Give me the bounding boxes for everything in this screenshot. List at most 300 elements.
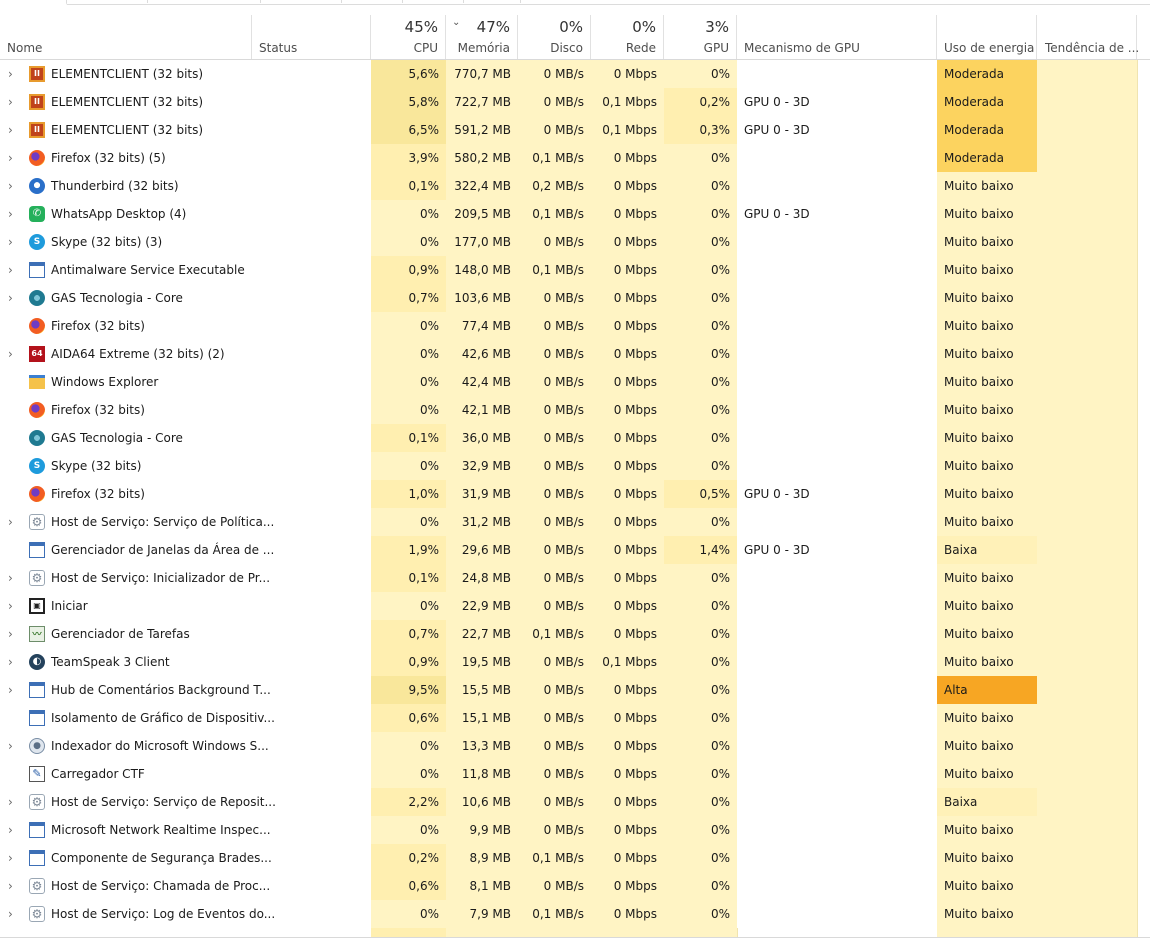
cell-net: 0 Mbps xyxy=(591,564,664,592)
column-label-mem: Memória xyxy=(457,41,510,55)
skype-icon: S xyxy=(29,458,45,474)
cell-net: 0 Mbps xyxy=(591,60,664,88)
cell-gpu: 0% xyxy=(664,172,737,200)
cell-net: 0 Mbps xyxy=(591,312,664,340)
cell-cpu: 2,2% xyxy=(371,788,446,816)
bottom-divider xyxy=(0,937,1150,938)
process-row[interactable] xyxy=(0,592,1150,620)
cell-gpueng xyxy=(737,368,937,396)
cell-disk: 0 MB/s xyxy=(518,480,591,508)
process-name: Host de Serviço: Serviço de Reposit... xyxy=(51,795,276,809)
cell-disk: 0,1 MB/s xyxy=(518,900,591,928)
cell-cpu: 0% xyxy=(371,592,446,620)
cell-net: 0 Mbps xyxy=(591,592,664,620)
cell-net: 0 Mbps xyxy=(591,144,664,172)
process-name: Firefox (32 bits) xyxy=(51,403,145,417)
cell-energy: Muito baixo xyxy=(937,256,1037,284)
cell-gpu: 0% xyxy=(664,844,737,872)
cell-energy: Muito baixo xyxy=(937,312,1037,340)
pen-icon: ✎ xyxy=(29,766,45,782)
cell-gpueng xyxy=(737,844,937,872)
cell-net: 0 Mbps xyxy=(591,340,664,368)
cell-cpu: 3,9% xyxy=(371,144,446,172)
chevron-right-icon[interactable]: › xyxy=(8,95,13,109)
process-row[interactable] xyxy=(0,536,1150,564)
process-row[interactable] xyxy=(0,60,1150,88)
cell-net: 0 Mbps xyxy=(591,424,664,452)
cell-gpueng xyxy=(737,284,937,312)
cell-net: 0 Mbps xyxy=(591,704,664,732)
column-header-disk[interactable] xyxy=(518,15,591,59)
cell-gpueng xyxy=(737,60,937,88)
cell-gpueng xyxy=(737,564,937,592)
cell-gpu: 0% xyxy=(664,340,737,368)
cell-gpueng: GPU 0 - 3D xyxy=(737,480,937,508)
chevron-right-icon[interactable]: › xyxy=(8,515,13,529)
cell-net: 0 Mbps xyxy=(591,172,664,200)
cell-mem: 31,9 MB xyxy=(446,480,518,508)
cell-gpu: 0% xyxy=(664,760,737,788)
game-icon: II xyxy=(29,66,45,82)
cell-cpu: 9,5% xyxy=(371,676,446,704)
process-row[interactable] xyxy=(0,620,1150,648)
cell-gpu: 0% xyxy=(664,676,737,704)
process-name: Microsoft Network Realtime Inspec... xyxy=(51,823,271,837)
process-name: TeamSpeak 3 Client xyxy=(51,655,170,669)
cell-gpueng: GPU 0 - 3D xyxy=(737,200,937,228)
cell-net: 0 Mbps xyxy=(591,620,664,648)
cell-mem: 15,5 MB xyxy=(446,676,518,704)
tab-app-history[interactable] xyxy=(148,0,261,3)
cell-cpu: 5,8% xyxy=(371,88,446,116)
process-name: Host de Serviço: Chamada de Proc... xyxy=(51,879,271,893)
cell-energy: Muito baixo xyxy=(937,620,1037,648)
cell-mem: 22,9 MB xyxy=(446,592,518,620)
gas-icon xyxy=(29,290,45,306)
cell-gpu: 0% xyxy=(664,284,737,312)
process-row[interactable] xyxy=(0,368,1150,396)
cell-energy: Muito baixo xyxy=(937,424,1037,452)
cell-energy: Muito baixo xyxy=(937,592,1037,620)
folder-icon xyxy=(29,375,45,389)
process-name: Componente de Segurança Brades... xyxy=(51,851,272,865)
chevron-right-icon[interactable]: › xyxy=(8,67,13,81)
window-icon xyxy=(29,822,45,838)
tab-strip xyxy=(0,0,1150,5)
cell-mem: 22,7 MB xyxy=(446,620,518,648)
cell-cpu: 0% xyxy=(371,340,446,368)
chevron-right-icon[interactable]: › xyxy=(8,851,13,865)
cell-net: 0 Mbps xyxy=(591,228,664,256)
process-row[interactable] xyxy=(0,340,1150,368)
cell-cpu: 0,1% xyxy=(371,564,446,592)
cell-gpueng xyxy=(737,144,937,172)
cell-disk: 0,1 MB/s xyxy=(518,844,591,872)
process-name: Thunderbird (32 bits) xyxy=(51,179,179,193)
process-name: Gerenciador de Tarefas xyxy=(51,627,190,641)
cell-mem: 15,1 MB xyxy=(446,704,518,732)
cell-mem: 42,4 MB xyxy=(446,368,518,396)
cell-gpueng xyxy=(737,620,937,648)
cell-net: 0 Mbps xyxy=(591,788,664,816)
column-label-energy: Uso de energia xyxy=(944,41,1035,55)
chevron-right-icon[interactable]: › xyxy=(8,907,13,921)
chevron-right-icon[interactable]: › xyxy=(8,151,13,165)
process-row[interactable] xyxy=(0,648,1150,676)
cell-gpu: 0% xyxy=(664,452,737,480)
cell-energy: Muito baixo xyxy=(937,340,1037,368)
firefox-icon xyxy=(29,318,45,334)
cell-disk: 0,1 MB/s xyxy=(518,620,591,648)
cell-cpu: 0,6% xyxy=(371,704,446,732)
firefox-icon xyxy=(29,402,45,418)
column-header-energy[interactable] xyxy=(937,15,1037,59)
cell-cpu: 0,9% xyxy=(371,648,446,676)
window-icon xyxy=(29,710,45,726)
cell-mem: 29,6 MB xyxy=(446,536,518,564)
cell-disk: 0 MB/s xyxy=(518,564,591,592)
cell-cpu: 0% xyxy=(371,732,446,760)
process-name: GAS Tecnologia - Core xyxy=(51,431,183,445)
tab-services[interactable] xyxy=(464,0,521,3)
column-header-name[interactable] xyxy=(0,15,252,59)
cell-gpu: 0% xyxy=(664,228,737,256)
process-row[interactable] xyxy=(0,508,1150,536)
chevron-right-icon[interactable]: › xyxy=(8,655,13,669)
process-row[interactable] xyxy=(0,228,1150,256)
cell-gpueng xyxy=(737,900,937,928)
column-label-disk: Disco xyxy=(550,41,583,55)
process-row[interactable] xyxy=(0,900,1150,928)
process-name: ELEMENTCLIENT (32 bits) xyxy=(51,67,204,81)
cell-mem: 770,7 MB xyxy=(446,60,518,88)
chevron-right-icon[interactable]: › xyxy=(8,795,13,809)
cell-gpu: 0% xyxy=(664,424,737,452)
cell-gpueng xyxy=(737,424,937,452)
process-row[interactable] xyxy=(0,144,1150,172)
column-header-status[interactable] xyxy=(252,15,371,59)
process-row[interactable] xyxy=(0,788,1150,816)
cell-disk: 0 MB/s xyxy=(518,116,591,144)
chevron-right-icon[interactable]: › xyxy=(8,123,13,137)
process-row[interactable] xyxy=(0,564,1150,592)
process-name: Hub de Comentários Background T... xyxy=(51,683,271,697)
cell-cpu: 0% xyxy=(371,312,446,340)
cell-net: 0 Mbps xyxy=(591,872,664,900)
cell-cpu: 6,5% xyxy=(371,116,446,144)
process-name: Host de Serviço: Serviço de Política... xyxy=(51,515,275,529)
column-usage-cpu: 45% xyxy=(404,18,438,36)
cell-gpueng xyxy=(737,760,937,788)
cell-gpu: 0% xyxy=(664,900,737,928)
process-name: Skype (32 bits) (3) xyxy=(51,235,163,249)
teamspeak-icon: ◐ xyxy=(29,654,45,670)
cell-disk: 0 MB/s xyxy=(518,508,591,536)
cell-disk: 0 MB/s xyxy=(518,760,591,788)
column-header-trend[interactable] xyxy=(1037,15,1140,59)
cell-disk: 0,1 MB/s xyxy=(518,144,591,172)
chevron-right-icon[interactable]: › xyxy=(8,207,13,221)
cell-disk: 0,2 MB/s xyxy=(518,172,591,200)
column-usage-gpu: 3% xyxy=(705,18,729,36)
cell-net: 0 Mbps xyxy=(591,284,664,312)
process-row[interactable] xyxy=(0,284,1150,312)
chevron-right-icon[interactable]: › xyxy=(8,347,13,361)
cell-mem: 13,3 MB xyxy=(446,732,518,760)
cell-energy: Muito baixo xyxy=(937,704,1037,732)
column-header-cpu[interactable] xyxy=(371,15,446,59)
window-icon xyxy=(29,682,45,698)
whatsapp-icon: ✆ xyxy=(29,206,45,222)
column-label-gpu: GPU xyxy=(703,41,729,55)
cell-mem: 77,4 MB xyxy=(446,312,518,340)
cell-cpu: 0% xyxy=(371,816,446,844)
cell-cpu: 5,6% xyxy=(371,60,446,88)
cell-gpueng xyxy=(737,676,937,704)
cell-mem: 19,5 MB xyxy=(446,648,518,676)
cell-gpu: 0% xyxy=(664,648,737,676)
cell-gpu: 0% xyxy=(664,872,737,900)
process-row[interactable] xyxy=(0,480,1150,508)
cell-cpu: 0,7% xyxy=(371,620,446,648)
column-usage-net: 0% xyxy=(632,18,656,36)
process-row[interactable] xyxy=(0,116,1150,144)
aida64-icon: 64 xyxy=(29,346,45,362)
cell-cpu: 1,9% xyxy=(371,536,446,564)
process-row[interactable] xyxy=(0,844,1150,872)
cell-disk: 0 MB/s xyxy=(518,312,591,340)
cell-disk: 0 MB/s xyxy=(518,368,591,396)
cell-net: 0 Mbps xyxy=(591,396,664,424)
cell-energy: Muito baixo xyxy=(937,872,1037,900)
cell-energy: Muito baixo xyxy=(937,816,1037,844)
tab-details[interactable] xyxy=(403,0,464,3)
process-row[interactable] xyxy=(0,676,1150,704)
cell-gpu: 0% xyxy=(664,144,737,172)
gear-icon: ⚙ xyxy=(29,514,45,530)
process-name: ELEMENTCLIENT (32 bits) xyxy=(51,95,204,109)
process-row[interactable] xyxy=(0,396,1150,424)
cell-gpu: 0% xyxy=(664,620,737,648)
cell-net: 0,1 Mbps xyxy=(591,88,664,116)
process-name: AIDA64 Extreme (32 bits) (2) xyxy=(51,347,225,361)
chevron-right-icon[interactable]: › xyxy=(8,627,13,641)
process-row[interactable] xyxy=(0,424,1150,452)
process-row[interactable] xyxy=(0,312,1150,340)
process-name: Gerenciador de Janelas da Área de ... xyxy=(51,543,275,557)
window-icon xyxy=(29,262,45,278)
skype-icon: S xyxy=(29,234,45,250)
process-row[interactable] xyxy=(0,816,1150,844)
process-row[interactable] xyxy=(0,704,1150,732)
tab-performance[interactable] xyxy=(67,0,148,3)
cell-net: 0 Mbps xyxy=(591,200,664,228)
column-label-trend: Tendência de ... xyxy=(1045,41,1140,55)
cell-gpu: 0,5% xyxy=(664,480,737,508)
cell-net: 0,1 Mbps xyxy=(591,116,664,144)
column-header-gpu[interactable] xyxy=(664,15,737,59)
cell-cpu: 0% xyxy=(371,368,446,396)
process-name: Iniciar xyxy=(51,599,88,613)
column-usage-mem: 47% xyxy=(476,18,510,36)
cell-energy: Muito baixo xyxy=(937,900,1037,928)
game-icon: II xyxy=(29,94,45,110)
chevron-right-icon[interactable]: › xyxy=(8,739,13,753)
chevron-right-icon[interactable]: › xyxy=(8,823,13,837)
cell-disk: 0 MB/s xyxy=(518,872,591,900)
cell-cpu: 1,0% xyxy=(371,480,446,508)
cell-energy: Baixa xyxy=(937,536,1037,564)
column-header-bar xyxy=(0,15,1150,60)
search-user-icon: ● xyxy=(29,738,45,754)
game-icon: II xyxy=(29,122,45,138)
column-header-gpueng[interactable] xyxy=(737,15,937,59)
cell-disk: 0 MB/s xyxy=(518,816,591,844)
chevron-right-icon[interactable]: › xyxy=(8,235,13,249)
process-name: ELEMENTCLIENT (32 bits) xyxy=(51,123,204,137)
cell-disk: 0 MB/s xyxy=(518,536,591,564)
cell-mem: 722,7 MB xyxy=(446,88,518,116)
process-name: Firefox (32 bits) xyxy=(51,487,145,501)
window-icon xyxy=(29,850,45,866)
cell-net: 0 Mbps xyxy=(591,508,664,536)
cell-mem: 8,9 MB xyxy=(446,844,518,872)
process-row[interactable] xyxy=(0,88,1150,116)
cell-gpu: 1,4% xyxy=(664,536,737,564)
process-row[interactable] xyxy=(0,732,1150,760)
gear-icon: ⚙ xyxy=(29,906,45,922)
cell-energy: Moderada xyxy=(937,60,1037,88)
cell-mem: 148,0 MB xyxy=(446,256,518,284)
cell-disk: 0 MB/s xyxy=(518,396,591,424)
cell-gpueng xyxy=(737,340,937,368)
column-label-status: Status xyxy=(259,41,298,55)
process-row[interactable] xyxy=(0,872,1150,900)
cell-gpueng xyxy=(737,256,937,284)
column-label-cpu: CPU xyxy=(413,41,438,55)
cell-mem: 580,2 MB xyxy=(446,144,518,172)
cell-mem: 24,8 MB xyxy=(446,564,518,592)
cell-energy: Muito baixo xyxy=(937,480,1037,508)
chevron-right-icon[interactable]: › xyxy=(8,291,13,305)
cell-gpu: 0% xyxy=(664,508,737,536)
gear-icon: ⚙ xyxy=(29,794,45,810)
cell-cpu: 0,7% xyxy=(371,284,446,312)
cell-net: 0,1 Mbps xyxy=(591,648,664,676)
chevron-right-icon[interactable]: › xyxy=(8,879,13,893)
process-name: GAS Tecnologia - Core xyxy=(51,291,183,305)
cell-mem: 42,1 MB xyxy=(446,396,518,424)
cell-gpueng xyxy=(737,788,937,816)
cell-disk: 0 MB/s xyxy=(518,424,591,452)
cell-disk: 0 MB/s xyxy=(518,592,591,620)
process-name: Carregador CTF xyxy=(51,767,145,781)
process-name: Windows Explorer xyxy=(51,375,159,389)
cell-energy: Baixa xyxy=(937,788,1037,816)
cell-disk: 0 MB/s xyxy=(518,648,591,676)
cell-cpu: 0% xyxy=(371,228,446,256)
cell-energy: Moderada xyxy=(937,144,1037,172)
cell-disk: 0 MB/s xyxy=(518,60,591,88)
cell-gpu: 0% xyxy=(664,256,737,284)
cell-gpueng: GPU 0 - 3D xyxy=(737,116,937,144)
cell-mem: 9,9 MB xyxy=(446,816,518,844)
cell-energy: Muito baixo xyxy=(937,760,1037,788)
process-name: WhatsApp Desktop (4) xyxy=(51,207,187,221)
process-row[interactable] xyxy=(0,200,1150,228)
process-name: Host de Serviço: Log de Eventos do... xyxy=(51,907,276,921)
cell-mem: 322,4 MB xyxy=(446,172,518,200)
chevron-right-icon[interactable]: › xyxy=(8,599,13,613)
cell-cpu: 0,6% xyxy=(371,872,446,900)
process-row[interactable] xyxy=(0,256,1150,284)
cell-energy: Muito baixo xyxy=(937,844,1037,872)
cell-gpueng xyxy=(737,228,937,256)
cell-gpueng xyxy=(737,312,937,340)
column-header-net[interactable] xyxy=(591,15,664,59)
cell-net: 0 Mbps xyxy=(591,900,664,928)
cell-gpu: 0% xyxy=(664,312,737,340)
gear-icon: ⚙ xyxy=(29,570,45,586)
cell-disk: 0 MB/s xyxy=(518,788,591,816)
cell-gpueng xyxy=(737,452,937,480)
process-row[interactable] xyxy=(0,760,1150,788)
cell-mem: 10,6 MB xyxy=(446,788,518,816)
process-row[interactable] xyxy=(0,452,1150,480)
cell-cpu: 0% xyxy=(371,452,446,480)
cell-gpu: 0% xyxy=(664,200,737,228)
tab-processes[interactable] xyxy=(0,0,67,5)
cell-gpueng: GPU 0 - 3D xyxy=(737,88,937,116)
cell-gpueng xyxy=(737,172,937,200)
cell-gpu: 0% xyxy=(664,396,737,424)
cell-disk: 0 MB/s xyxy=(518,284,591,312)
cell-mem: 7,9 MB xyxy=(446,900,518,928)
chevron-right-icon[interactable]: › xyxy=(8,179,13,193)
tab-startup[interactable] xyxy=(261,0,342,3)
cell-gpu: 0% xyxy=(664,788,737,816)
cell-net: 0 Mbps xyxy=(591,452,664,480)
cell-energy: Muito baixo xyxy=(937,228,1037,256)
cell-gpueng xyxy=(737,704,937,732)
cell-net: 0 Mbps xyxy=(591,256,664,284)
process-name: Firefox (32 bits) (5) xyxy=(51,151,166,165)
cell-mem: 36,0 MB xyxy=(446,424,518,452)
cell-gpu: 0% xyxy=(664,704,737,732)
chevron-down-icon: ⌄ xyxy=(452,17,461,28)
column-usage-disk: 0% xyxy=(559,18,583,36)
cell-disk: 0 MB/s xyxy=(518,732,591,760)
cell-mem: 591,2 MB xyxy=(446,116,518,144)
cell-gpueng xyxy=(737,648,937,676)
cell-mem: 32,9 MB xyxy=(446,452,518,480)
cell-gpueng xyxy=(737,816,937,844)
process-row[interactable] xyxy=(0,172,1150,200)
taskmgr-icon: 〰 xyxy=(29,626,45,642)
cell-energy: Muito baixo xyxy=(937,732,1037,760)
cell-mem: 31,2 MB xyxy=(446,508,518,536)
cell-energy: Muito baixo xyxy=(937,368,1037,396)
tab-users[interactable] xyxy=(342,0,403,3)
cell-gpueng xyxy=(737,508,937,536)
chevron-right-icon[interactable]: › xyxy=(8,683,13,697)
chevron-right-icon[interactable]: › xyxy=(8,263,13,277)
process-name: Firefox (32 bits) xyxy=(51,319,145,333)
chevron-right-icon[interactable]: › xyxy=(8,571,13,585)
cell-gpu: 0% xyxy=(664,732,737,760)
process-name: Isolamento de Gráfico de Dispositiv... xyxy=(51,711,275,725)
cell-disk: 0,1 MB/s xyxy=(518,200,591,228)
